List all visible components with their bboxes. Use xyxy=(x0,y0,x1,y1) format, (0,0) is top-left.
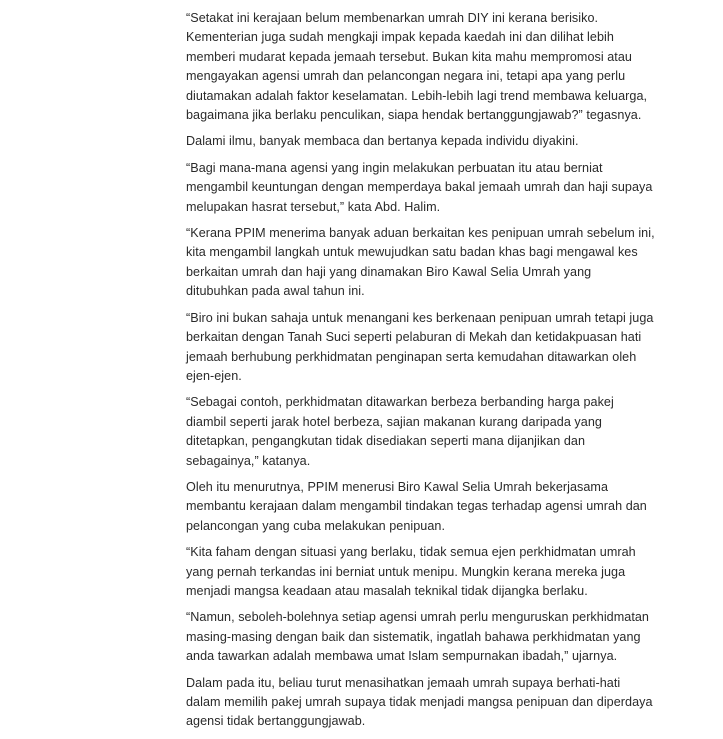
article-body xyxy=(186,9,656,739)
article-paragraph: Dalam pada itu, beliau turut menasihatkan jemaah umrah supaya berhati-hati dalam memilih pakej umrah supaya tidak menjadi mangsa penipuan dan diperdaya agensi tidak bertanggungjawab. xyxy=(186,675,653,729)
article-paragraph: “Kita faham dengan situasi yang berlaku, tidak semua ejen perkhidmatan umrah yang pernah terkandas ini berniat untuk menipu. Mungkin kerana mereka juga menjadi mangsa keadaan atau masalah teknikal tidak dijangka berlaku. xyxy=(186,545,636,598)
article-paragraph: “Setakat ini kerajaan belum membenarkan umrah DIY ini kerana berisiko. Kementerian juga sudah mengkaji impak kepada kaedah ini dan dilihat lebih memberi mudarat kepada jemaah tersebut. Bukan kita mahu mempromosi atau mengayakan agensi umrah dan pelancongan negara ini, tetapi apa yang perlu diutamakan adalah faktor keselamatan. Lebih-lebih lagi trend membawa keluarga, bagaimana jika berlaku penculikan, siapa hendak bertanggungjawab?” tegasnya. xyxy=(186,11,648,123)
article-paragraph: Dalami ilmu, banyak membaca dan bertanya kepada individu diyakini. xyxy=(186,134,579,149)
article-paragraph: Oleh itu menurutnya, PPIM menerusi Biro Kawal Selia Umrah bekerjasama membantu kerajaan dalam mengambil tindakan tegas terhadap agensi umrah dan pelancongan yang cuba melakukan penipuan. xyxy=(186,479,647,533)
article-paragraph: “Kerana PPIM menerima banyak aduan berkaitan kes penipuan umrah sebelum ini, kita mengambil langkah untuk mewujudkan satu badan khas bagi mengawal kes berkaitan umrah dan haji yang dinamakan Biro Kawal Selia Umrah yang ditubuhkan pada awal tahun ini. xyxy=(186,226,655,299)
article-paragraph: “Biro ini bukan sahaja untuk menangani kes berkenaan penipuan umrah tetapi juga berkaitan dengan Tanah Suci seperti pelaburan di Mekah dan ketidakpuasan hati jemaah berhubung perkhidmatan penginapan serta kemudahan ditawarkan oleh ejen-ejen. xyxy=(186,310,654,383)
article-paragraph: “Namun, seboleh-bolehnya setiap agensi umrah perlu menguruskan perkhidmatan masing-masing dengan baik dan sistematik, ingatlah bahawa perkhidmatan yang anda tawarkan adalah membawa umat Islam sempurnakan ibadah,” ujarnya. xyxy=(186,610,649,664)
article-paragraph: “Bagi mana-mana agensi yang ingin melakukan perbuatan itu atau berniat mengambil keuntungan dengan memperdaya bakal jemaah umrah dan haji supaya melupakan hasrat tersebut,” kata Abd. Halim. xyxy=(186,160,653,214)
article-paragraph: “Sebagai contoh, perkhidmatan ditawarkan berbeza berbanding harga pakej diambil seperti jarak hotel berbeza, sajian makanan kurang daripada yang ditetapkan, pengangkutan tidak disediakan seperti mana dijanjikan dan sebagainya,” katanya. xyxy=(186,395,614,468)
